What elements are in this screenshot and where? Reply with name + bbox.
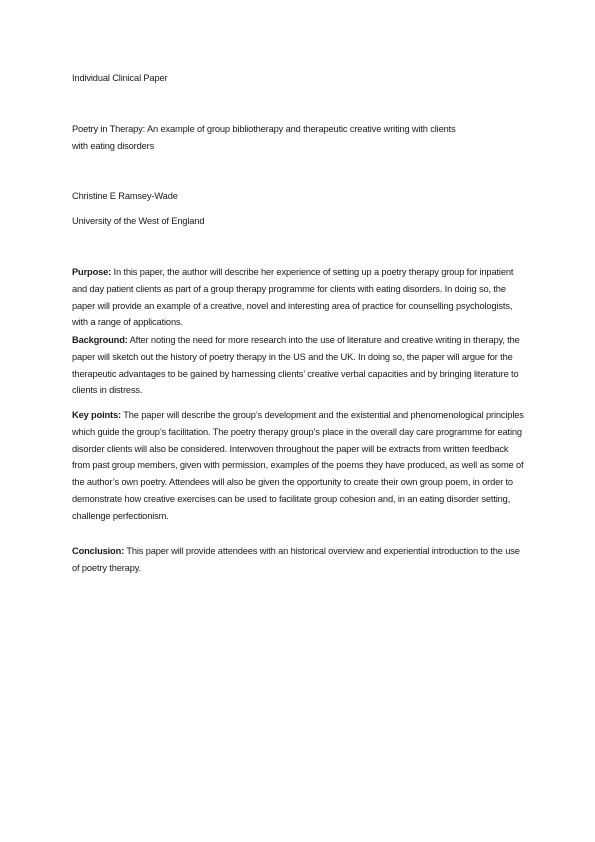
conclusion-label: Conclusion:	[72, 546, 125, 556]
key-points-label: Key points:	[72, 410, 121, 420]
author-name: Christine E Ramsey-Wade	[72, 191, 178, 201]
purpose-paragraph	[72, 264, 527, 331]
conclusion-text: This paper will provide attendees with an historical overview and experiential introduction to the use of poetry therapy.	[72, 546, 520, 573]
document-type-heading: Individual Clinical Paper	[72, 73, 168, 83]
paper-title-line-1: Poetry in Therapy: An example of group bibliotherapy and therapeutic creative writing with clients	[72, 124, 456, 134]
paper-title-line-2: with eating disorders	[72, 141, 155, 151]
author-affiliation: University of the West of England	[72, 216, 205, 226]
conclusion-paragraph	[72, 543, 527, 577]
background-label: Background:	[72, 335, 128, 345]
key-points-text: The paper will describe the group’s development and the existential and phenomenological principles which guide the group’s facilitation. The poetry therapy group’s place in the overall day care programme for eating disorder clients will also be considered. Interwoven throughout the paper will be extracts from written feedback from past group members, given with permission, examples of the poems they have produced, as well as some of the author’s own poetry. Attendees will also be given the opportunity to create their own group poem, in order to demonstrate how creative exercises can be used to facilitate group cohesion and, in an eating disorder setting, challenge perfectionism.	[72, 410, 524, 521]
background-paragraph	[72, 332, 527, 399]
key-points-paragraph	[72, 407, 527, 525]
purpose-label: Purpose:	[72, 267, 112, 277]
background-text: After noting the need for more research into the use of literature and creative writing in therapy, the paper will sketch out the history of poetry therapy in the US and the UK. In doing so, the paper will argue for the therapeutic advantages to be gained by harnessing clients’ creative verbal capacities and by bringing literature to clients in distress.	[72, 335, 520, 396]
purpose-text: In this paper, the author will describe her experience of setting up a poetry therapy group for inpatient and day patient clients as part of a group therapy programme for clients with eating disorders. In doing so, the paper will provide an example of a creative, novel and interesting area of practice for counselling psychologists, with a range of applications.	[72, 267, 514, 328]
